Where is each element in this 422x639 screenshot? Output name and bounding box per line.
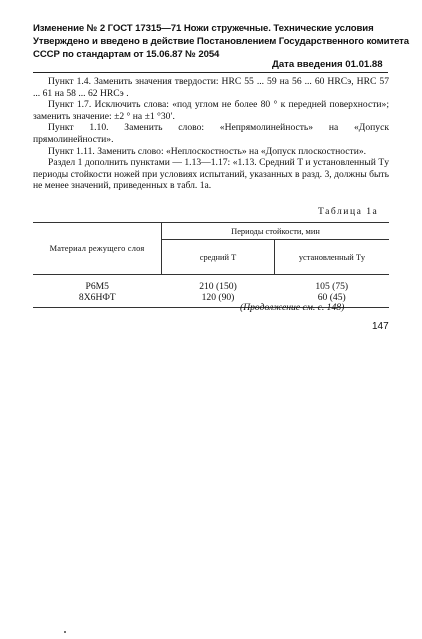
cell-material: Р6М5 [85,281,109,292]
paragraph-section-1: Раздел 1 дополнить пунктами — 1.13—1.17: «1.13. Средний T и установленный Tу периоды стойкости ножей при условиях испытаний, указанных в разд. 3, должны быть не менее значений, приведенных в табл. 1а. [33,157,389,192]
column-header-material: Материал режущего слоя [33,223,162,275]
header-title: Изменение № 2 ГОСТ 17315—71 Ножи стружечные. Технические условия [33,23,374,34]
column-header-established: установленный Tу [298,252,366,262]
header-decree-line: СССР по стандартам от 15.06.87 № 2054 [33,49,220,60]
cell-average: 120 (90) [201,292,235,303]
amendment-header [33,22,410,61]
paragraph-1-4: Пункт 1.4. Заменить значения твердости: HRC 55 ... 59 на 56 ... 60 HRCэ, HRC 57 ... 61 на 58 ... 62 HRCэ . [33,76,389,99]
cell-established: 60 (45) [317,292,346,303]
paragraph-1-11: Пункт 1.11. Заменить слово: «Неплоскостность» на «Допуск плоскостности». [48,145,367,157]
effective-date: Дата введения 01.01.88 [272,59,383,70]
paragraph-1-7: Пункт 1.7. Исключить слова: «под углом не более 80 ° к передней поверхности»; заменить значение: ±2 ° на ±1 °30′. [33,99,389,122]
table-row [33,275,389,293]
header-approval-line: Утверждено и введено в действие Постановлением Государственного комитета [33,36,410,47]
page-number: 147 [372,321,389,332]
cell-average: 210 (150) [199,281,237,292]
header-divider [33,72,388,73]
scan-speck [64,631,66,633]
paragraph-1-10: Пункт 1.10. Заменить слово: «Непрямолинейность» на «Допуск прямолинейности». [33,122,389,145]
continuation-note: (Продолжение см. с. 148) [240,302,345,313]
table-caption: Таблица 1а [318,206,379,217]
amendment-body [33,76,389,192]
column-header-average: средний T [162,240,275,275]
cell-established: 105 (75) [315,281,349,292]
cell-material: 8Х6НФТ [78,292,116,303]
column-header-periods: Периоды стойкости, мин [162,223,390,240]
durability-table [33,222,389,308]
